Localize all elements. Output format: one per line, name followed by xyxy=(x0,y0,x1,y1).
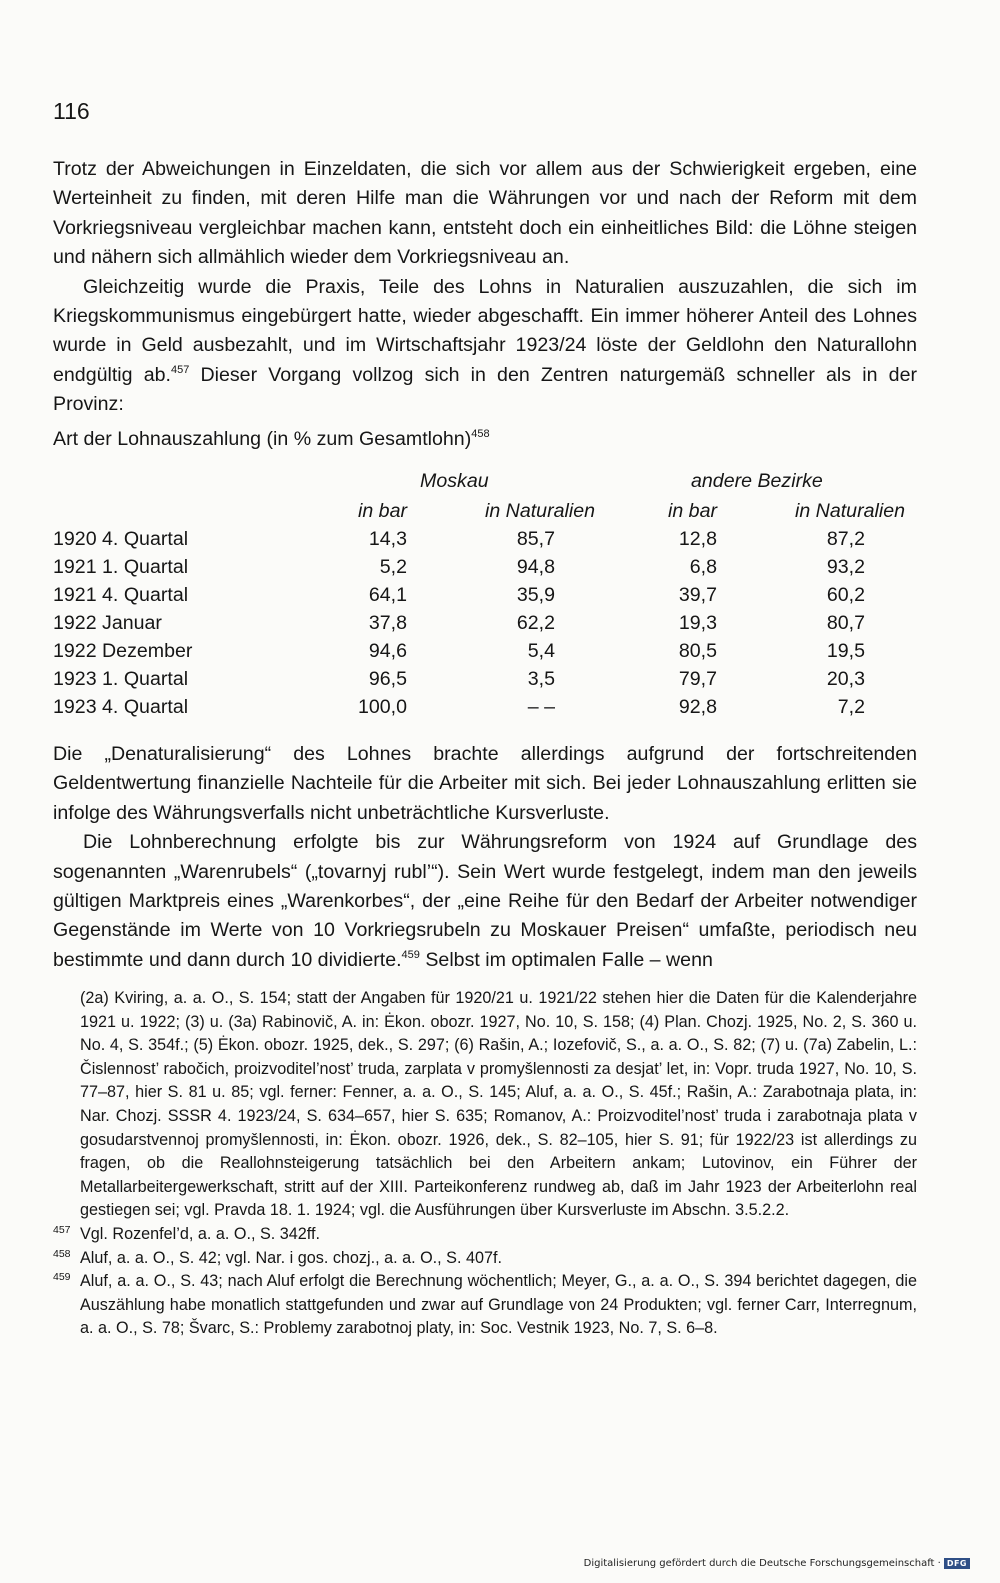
footnote-number: 457 xyxy=(53,1223,71,1236)
footnotes xyxy=(53,987,917,1341)
paragraph-text: Gleichzeitig wurde die Praxis, Teile des Lohns in Naturalien auszuzahlen, die sich im Kriegskommunismus eingebürgert hatte, wieder abgeschafft. Ein immer höherer Anteil des Lohnes wurde in Geld ausbezahlt, und im Wirtschaftsjahr 1923/24 löste der Geldlohn den Naturallohn endgültig ab. xyxy=(53,275,917,386)
col-header-moskau-natur: in Naturalien xyxy=(484,500,595,522)
cell-andere-bar: 39,7 xyxy=(678,584,717,606)
footnote-458 xyxy=(53,1247,917,1271)
digitization-credit xyxy=(584,1558,970,1569)
footnote-number: 458 xyxy=(53,1247,71,1260)
footnote-text: Vgl. Rozenfel’d, a. a. O., S. 342ff. xyxy=(80,1224,320,1243)
cell-moskau-natur: 85,7 xyxy=(516,528,555,550)
group-header-moskau: Moskau xyxy=(420,470,489,492)
paragraph xyxy=(53,273,917,420)
row-label: 1921 4. Quartal xyxy=(53,584,189,606)
cell-moskau-natur: 5,4 xyxy=(527,640,555,662)
row-label: 1923 4. Quartal xyxy=(53,696,189,718)
cell-moskau-bar: 94,6 xyxy=(368,640,407,662)
cell-andere-natur: 60,2 xyxy=(826,584,865,606)
credit-text: Digitalisierung gefördert durch die Deutsche Forschungsgemeinschaft · xyxy=(583,1558,941,1569)
row-label: 1922 Januar xyxy=(53,612,162,634)
footnote-459 xyxy=(53,1270,917,1341)
cell-moskau-bar: 14,3 xyxy=(368,528,407,550)
table-row xyxy=(53,668,917,696)
table-row xyxy=(53,640,917,668)
paragraph-text: Die Lohnberechnung erfolgte bis zur Währungsreform von 1924 auf Grundlage des sogenannten „Warenrubels“ („tovarnyj rubl’“). Sein Wert wurde festgelegt, indem man den jeweils gültigen Marktpreis eines „Warenkorbes“, der „eine Reihe für den Bedarf der Arbeiter notwendiger Gegenstände im Werte von 10 Vorkriegsrubeln zu Moskauer Preisen“ umfaßte, periodisch neu bestimmte und dann durch 10 dividierte. xyxy=(53,831,917,971)
cell-moskau-natur: 94,8 xyxy=(516,556,555,578)
row-label: 1923 1. Quartal xyxy=(53,668,189,690)
dfg-logo-icon: DFG xyxy=(944,1558,970,1569)
cell-andere-natur: 19,5 xyxy=(826,640,865,662)
row-label: 1921 1. Quartal xyxy=(53,556,189,578)
cell-moskau-natur: – – xyxy=(527,696,555,718)
table-row xyxy=(53,612,917,640)
col-header-andere-natur: in Naturalien xyxy=(794,500,905,522)
footnote-457 xyxy=(53,1223,917,1247)
cell-moskau-bar: 37,8 xyxy=(368,612,407,634)
cell-andere-natur: 87,2 xyxy=(826,528,865,550)
cell-moskau-bar: 96,5 xyxy=(368,668,407,690)
col-header-andere-bar: in bar xyxy=(667,500,717,522)
paragraph xyxy=(53,828,917,975)
col-header-moskau-bar: in bar xyxy=(357,500,407,522)
cell-andere-natur: 80,7 xyxy=(826,612,865,634)
cell-andere-bar: 6,8 xyxy=(689,556,717,578)
table-row xyxy=(53,584,917,612)
table-row xyxy=(53,528,917,556)
row-label: 1922 Dezember xyxy=(53,640,193,662)
footnote-ref[interactable]: 457 xyxy=(170,363,190,376)
table-title-text: Art der Lohnauszahlung (in % zum Gesamtlohn) xyxy=(53,428,472,450)
footnote-continuation: (2a) Kviring, a. a. O., S. 154; statt der Angaben für 1920/21 u. 1921/22 stehen hier die Daten für die Kalenderjahre 1921 u. 1922; (3) u. (3a) Rabinovič, A. in: Ėkon. obozr. 1927, No. 10, S. 158; (4) Plan. Chozj. 1925, No. 2, S. 360 u. No. 4, S. 354f.; (5) Ėkon. obozr. 1925, dek., S. 297; (6) Rašin, A.; Iozefovič, S., a. a. O., S. 82; (7) u. (7a) Zabelin, L.: Čislennost’ rabočich, proizvoditel’nost’ truda, zarplata v promyšlennosti za desjat’ let, in: Vopr. truda 1927, No. 10, S. 77–87, hier S. 81 u. 85; vgl. ferner: Fenner, a. a. O., S. 145; Aluf, a. a. O., S. 45f.; Rašin, A.: Zarabotnaja plata, in: Nar. Chozj. SSSR 4. 1923/24, S. 634–657, hier S. 635; Romanov, A.: Proizvoditel’nost’ truda i zarabotnaja plata v gosudarstvennoj promyšlennosti, in: Ėkon. obozr. 1926, dek., S. 82–105, hier S. 91; für 1922/23 ist allerdings zu fragen, ob die Reallohnsteigerung tatsächlich bei den Arbeitern ankam; Lutovinov, ein Führer der Metallarbeitergewerkschaft, stritt auf der XIII. Parteikonferenz rundweg ab, daß im Jahr 1923 der Arbeiterlohn real gestiegen sei; vgl. Pravda 18. 1. 1924; vgl. die Ausführungen über Kursverluste im Abschn. 3.5.2.2. xyxy=(80,989,917,1220)
footnote-text: Aluf, a. a. O., S. 42; vgl. Nar. i gos. chozj., a. a. O., S. 407f. xyxy=(80,1248,502,1267)
paragraph: Trotz der Abweichungen in Einzeldaten, die sich vor allem aus der Schwierigkeit ergeben, eine Werteinheit zu finden, mit deren Hilfe man die Währungen vor und nach der Reform mit dem Vorkriegsniveau vergleichbar machen kann, entsteht doch ein einheitliches Bild: die Löhne steigen und nähern sich allmählich wieder dem Vorkriegsniveau an. xyxy=(53,158,917,269)
cell-moskau-bar: 100,0 xyxy=(357,696,407,718)
group-header-andere-bezirke: andere Bezirke xyxy=(691,470,823,492)
cell-andere-bar: 19,3 xyxy=(678,612,717,634)
body-text-bottom xyxy=(53,740,917,975)
cell-andere-natur: 7,2 xyxy=(837,696,865,718)
cell-moskau-natur: 62,2 xyxy=(516,612,555,634)
footnote-ref[interactable]: 459 xyxy=(401,948,420,961)
footnote-number: 459 xyxy=(53,1271,71,1284)
footnote-ref[interactable]: 458 xyxy=(471,428,490,440)
cell-andere-bar: 12,8 xyxy=(678,528,717,550)
cell-moskau-bar: 5,2 xyxy=(379,556,407,578)
paragraph-text: Selbst im optimalen Falle – wenn xyxy=(419,948,713,971)
cell-moskau-natur: 3,5 xyxy=(527,668,555,690)
cell-andere-bar: 79,7 xyxy=(678,668,717,690)
cell-andere-bar: 80,5 xyxy=(678,640,717,662)
page-number: 116 xyxy=(53,98,90,124)
paragraph-text: Dieser Vorgang vollzog sich in den Zentren naturgemäß schneller als in der Provinz: xyxy=(53,363,917,416)
body-text-top xyxy=(53,155,917,420)
table-title xyxy=(53,428,490,451)
cell-moskau-bar: 64,1 xyxy=(368,584,407,606)
paragraph: Die „Denaturalisierung“ des Lohnes brachte allerdings aufgrund der fortschreitenden Geldentwertung finanzielle Nachteile für die Arbeiter mit sich. Bei jeder Lohnauszahlung erlitten sie infolge des Währungsverfalls nicht unbeträchtliche Kursverluste. xyxy=(53,743,917,824)
table-row xyxy=(53,556,917,584)
cell-andere-natur: 20,3 xyxy=(826,668,865,690)
footnote-text: Aluf, a. a. O., S. 43; nach Aluf erfolgt die Berechnung wöchentlich; Meyer, G., a. a. O., S. 394 berichtet dagegen, die Auszählung habe monatlich stattgefunden und zwar auf Grundlage von 24 Produkten; vgl. ferner Carr, Interregnum, a. a. O., S. 78; Švarc, S.: Problemy zarabotnoj platy, in: Soc. Vestnik 1923, No. 7, S. 6–8. xyxy=(80,1272,917,1338)
cell-moskau-natur: 35,9 xyxy=(516,584,555,606)
cell-andere-natur: 93,2 xyxy=(826,556,865,578)
row-label: 1920 4. Quartal xyxy=(53,528,189,550)
cell-andere-bar: 92,8 xyxy=(678,696,717,718)
table-row xyxy=(53,696,917,724)
